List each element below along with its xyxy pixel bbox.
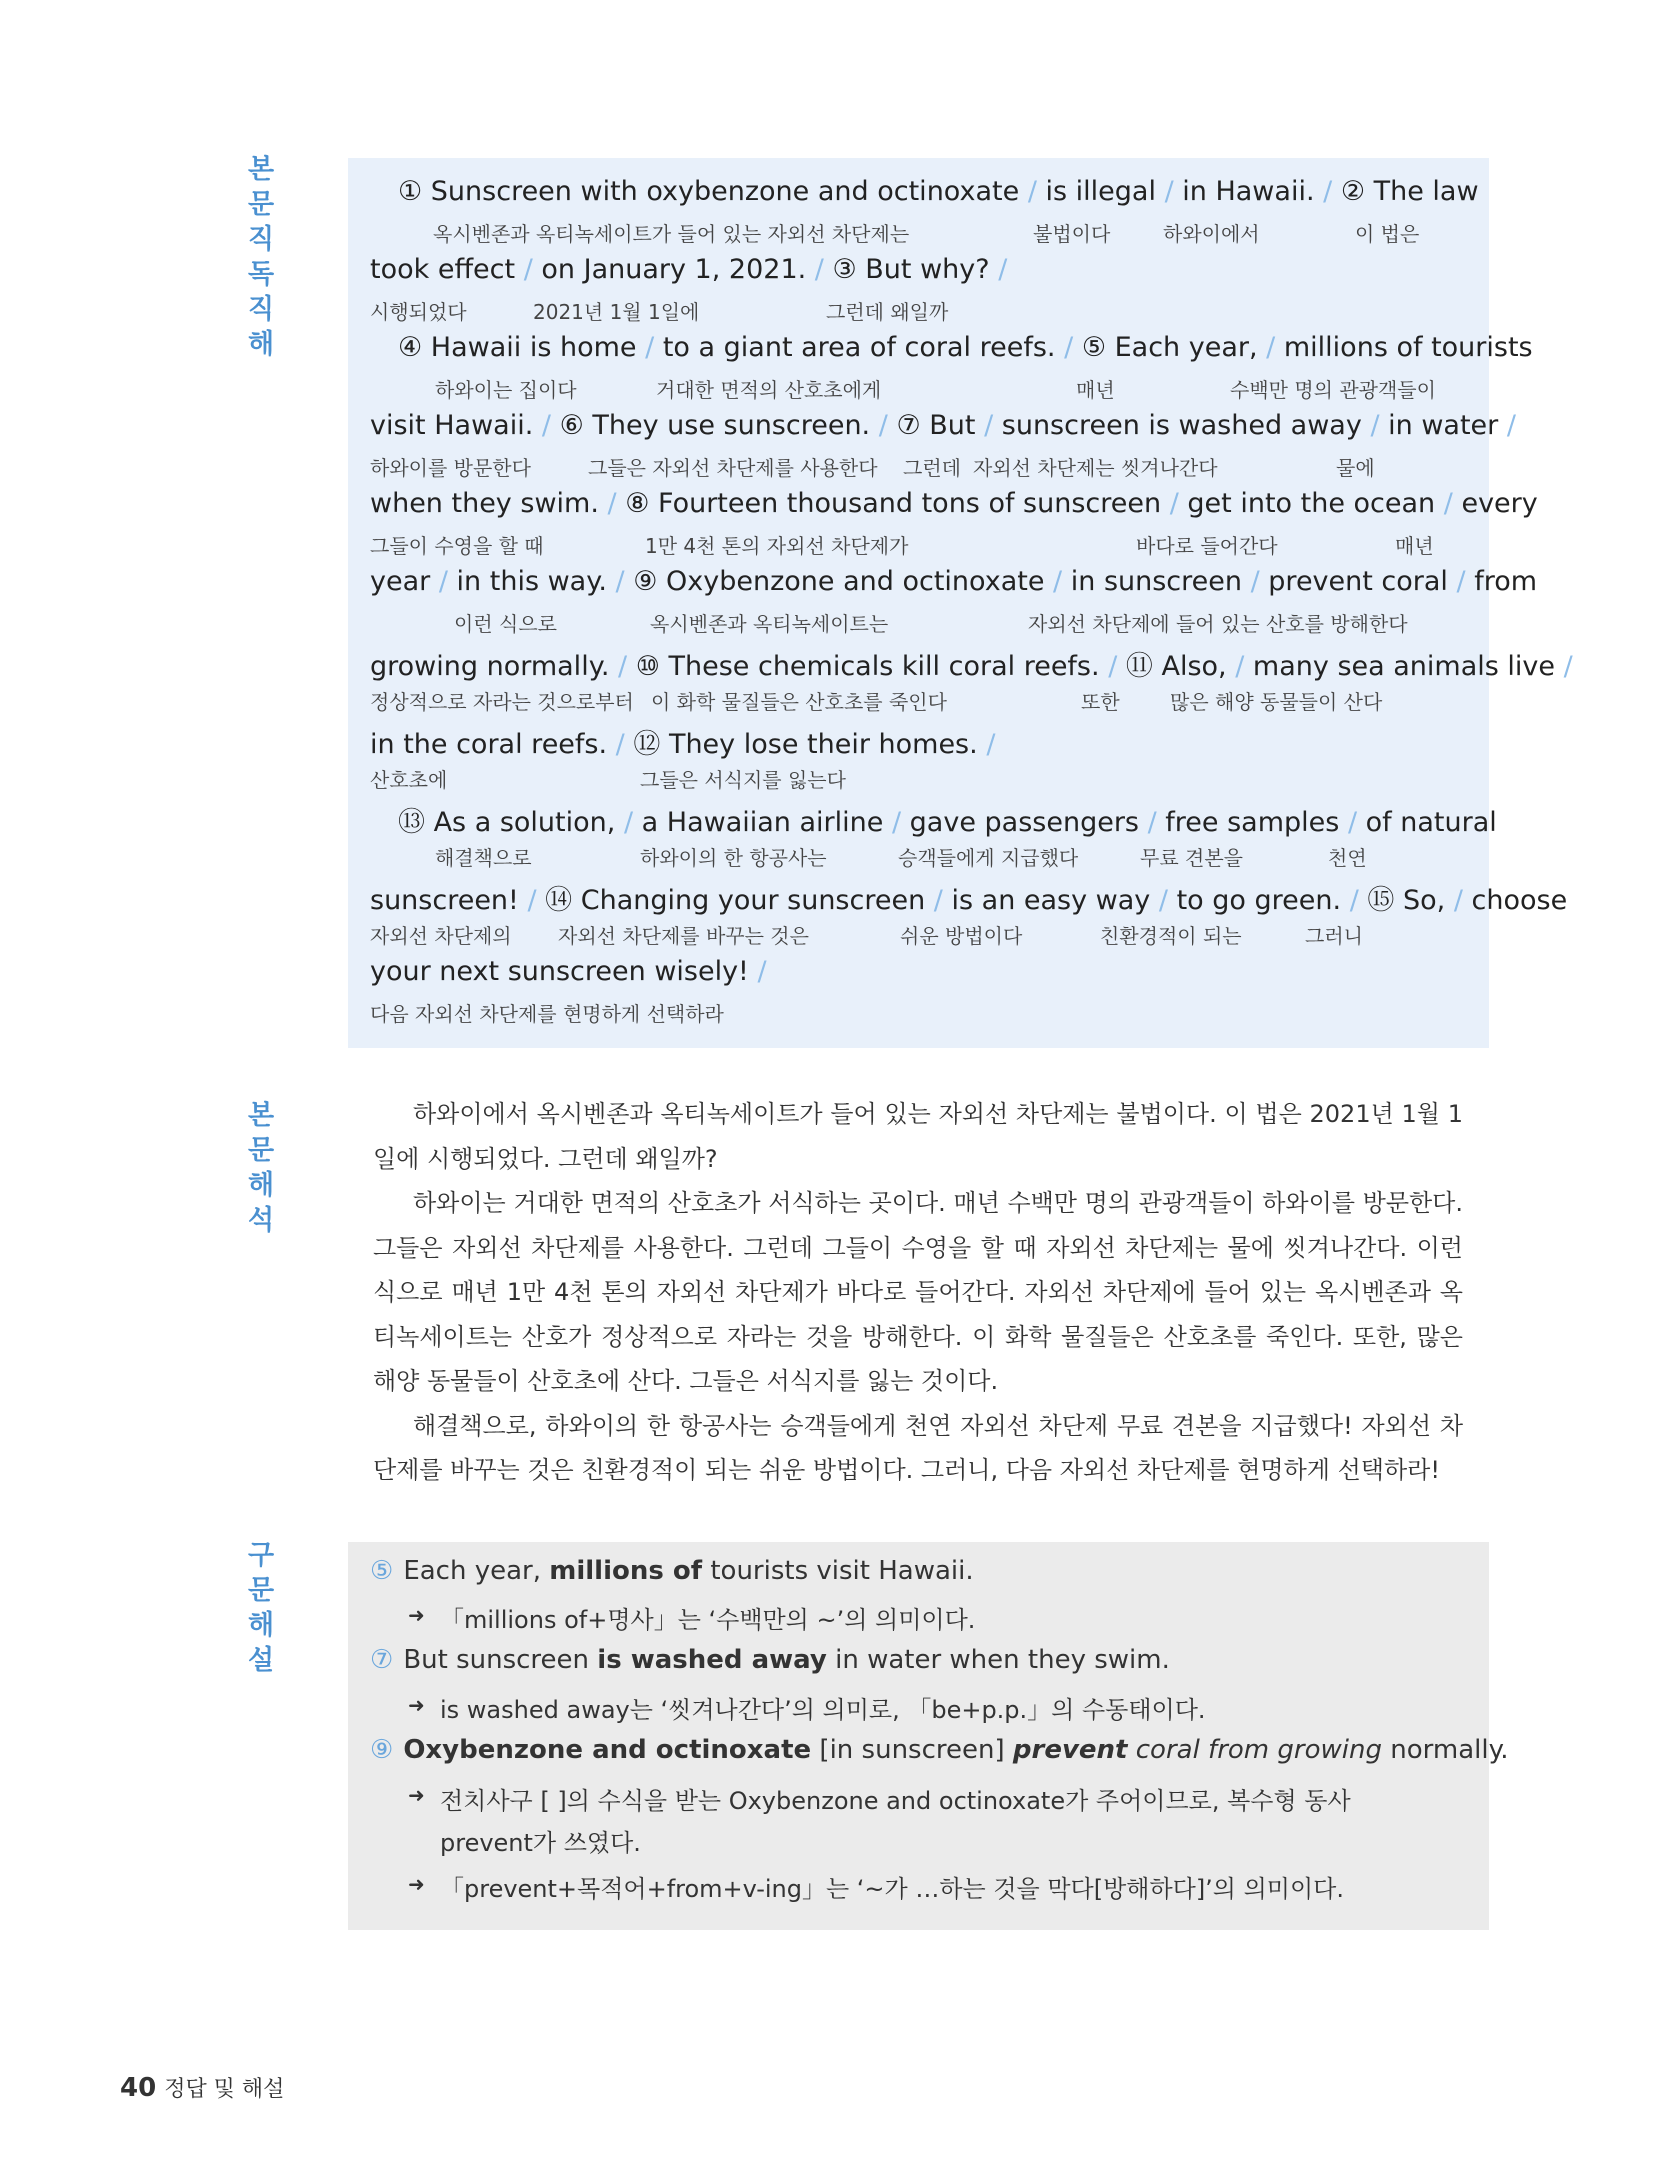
grammar-note: is washed away는 ‘씻겨나간다’의 의미로, 「be+p.p.」의 수동태이다. — [440, 1696, 1206, 1724]
section-label-grammar — [248, 1538, 300, 1678]
chunk-korean: 하와이의 한 항공사는 — [640, 846, 827, 870]
chunk-korean: 옥시벤존과 옥티녹세이트는 — [650, 612, 889, 636]
chunk-english: ⑬ As a solution, / a Hawaiian airline / gave passengers / free samples / of natural — [398, 807, 1497, 838]
chunk-english: your next sunscreen wisely! / — [370, 956, 767, 987]
chunk-korean: 자외선 차단제는 씻겨나간다 — [973, 456, 1218, 480]
grammar-sentence: ⑦ But sunscreen is washed away in water when they swim. — [370, 1645, 1170, 1675]
arrow-icon: ➜ — [408, 1872, 425, 1896]
chunk-korean: 산호를 방해한다 — [1266, 612, 1408, 636]
chunk-korean: 이런 식으로 — [454, 612, 557, 636]
chunk-korean: 다음 자외선 차단제를 현명하게 선택하라 — [370, 1002, 724, 1026]
chunk-korean: 매년 — [1395, 534, 1434, 558]
chunk-korean: 수백만 명의 관광객들이 — [1230, 378, 1436, 402]
chunk-korean: 이 화학 물질들은 산호초를 죽인다 — [651, 690, 947, 714]
arrow-icon: ➜ — [408, 1693, 425, 1717]
page-number: 40 — [120, 2073, 157, 2103]
chunk-korean: 자외선 차단제의 — [370, 924, 512, 948]
chunk-korean: 1만 4천 톤의 자외선 차단제가 — [645, 534, 909, 558]
chunk-korean: 정상적으로 자라는 것으로부터 — [370, 690, 634, 714]
chunk-korean: 시행되었다 — [370, 300, 467, 324]
grammar-note: 「millions of+명사」는 ‘수백만의 ~’의 의미이다. — [440, 1606, 976, 1634]
label-line: 해설 — [248, 1610, 275, 1676]
label-line: 직독 — [248, 224, 275, 290]
label-line: 해석 — [248, 1170, 275, 1236]
grammar-note: 전치사구 [ ]의 수식을 받는 Oxybenzone and octinoxate가 주어이므로, 복수형 동사 prevent가 쓰였다. — [440, 1787, 1351, 1857]
footer-label: 정답 및 해설 — [164, 2077, 285, 2102]
chunk-korean: 친환경적이 되는 — [1100, 924, 1242, 948]
chunk-korean: 이 법은 — [1355, 222, 1420, 246]
chunk-korean: 불법이다 — [1033, 222, 1111, 246]
chunk-korean: 그런데 — [903, 456, 961, 480]
chunk-korean: 산호초에 — [370, 768, 448, 792]
grammar-sentence: ⑤ Each year, millions of tourists visit Hawaii. — [370, 1556, 974, 1586]
section-label-reading — [248, 152, 300, 362]
chunk-english: sunscreen! / ⑭ Changing your sunscreen / is an easy way / to go green. / ⑮ So, / choose — [370, 885, 1568, 916]
translation-text — [373, 1092, 1463, 1493]
chunk-english: year / in this way. / ⑨ Oxybenzone and octinoxate / in sunscreen / prevent coral / from — [370, 566, 1538, 597]
chunk-korean: 자외선 차단제에 들어 있는 — [1028, 612, 1260, 636]
chunk-korean: 무료 견본을 — [1140, 846, 1243, 870]
chunk-english: ① Sunscreen with oxybenzone and octinoxate / is illegal / in Hawaii. / ② The law — [398, 176, 1479, 207]
chunk-korean: 바다로 들어간다 — [1136, 534, 1278, 558]
chunk-korean: 그들이 수영을 할 때 — [370, 534, 544, 558]
section-label-translation — [248, 1098, 300, 1238]
chunk-english: visit Hawaii. / ⑥ They use sunscreen. / ⑦ But / sunscreen is washed away / in water / — [370, 410, 1516, 441]
grammar-sentence: ⑨ Oxybenzone and octinoxate [in sunscreen] prevent coral from growing normally. — [370, 1735, 1509, 1765]
chunk-korean: 그런데 왜일까 — [826, 300, 949, 324]
chunk-korean: 그들은 서식지를 잃는다 — [640, 768, 846, 792]
chunk-english: ④ Hawaii is home / to a giant area of coral reefs. / ⑤ Each year, / millions of tourists — [398, 332, 1533, 363]
chunk-korean: 많은 해양 동물들이 산다 — [1170, 690, 1383, 714]
label-line: 구문 — [248, 1540, 275, 1606]
arrow-icon: ➜ — [408, 1783, 425, 1807]
chunk-korean: 쉬운 방법이다 — [900, 924, 1023, 948]
chunk-english: took effect / on January 1, 2021. / ③ But why? / — [370, 254, 1008, 285]
label-line: 직해 — [248, 294, 275, 360]
chunk-korean: 하와이를 방문한다 — [370, 456, 531, 480]
arrow-icon: ➜ — [408, 1603, 425, 1627]
chunk-korean: 그러니 — [1305, 924, 1363, 948]
chunk-english: in the coral reefs. / ⑫ They lose their homes. / — [370, 729, 996, 760]
chunk-korean: 하와이는 집이다 — [435, 378, 577, 402]
chunk-korean: 그들은 자외선 차단제를 사용한다 — [588, 456, 878, 480]
chunk-english: when they swim. / ⑧ Fourteen thousand tons of sunscreen / get into the ocean / every — [370, 488, 1538, 519]
chunk-korean: 거대한 면적의 산호초에게 — [656, 378, 882, 402]
chunk-korean: 물에 — [1336, 456, 1375, 480]
chunk-korean: 해결책으로 — [435, 846, 532, 870]
chunk-korean: 승객들에게 지급했다 — [898, 846, 1079, 870]
translation-paragraph: 하와이는 거대한 면적의 산호초가 서식하는 곳이다. 매년 수백만 명의 관광객들이 하와이를 방문한다. 그들은 자외선 차단제를 사용한다. 그런데 그들이 수영을 할 때 자외선 차단제는 물에 씻겨나간다. 이런 식으로 매년 1만 4천 톤의 자외선 차단제가 바다로 들어간다. 자외선 차단제에 들어 있는 옥시벤존과 옥티녹세이트는 산호가 정상적으로 자라는 것을 방해한다. 이 화학 물질들은 산호초를 죽인다. 또한, 많은 해양 동물들이 산호초에 산다. 그들은 서식지를 잃는 것이다. — [373, 1189, 1463, 1395]
chunk-korean: 하와이에서 — [1163, 222, 1260, 246]
chunk-korean: 또한 — [1081, 690, 1120, 714]
chunk-korean: 자외선 차단제를 바꾸는 것은 — [558, 924, 809, 948]
page-footer — [120, 2072, 284, 2103]
label-line: 본문 — [248, 154, 275, 220]
chunk-korean: 옥시벤존과 옥티녹세이트가 들어 있는 자외선 차단제는 — [433, 222, 910, 246]
chunk-english: growing normally. / ⑩ These chemicals kill coral reefs. / ⑪ Also, / many sea animals live / — [370, 651, 1573, 682]
translation-paragraph: 해결책으로, 하와이의 한 항공사는 승객들에게 천연 자외선 차단제 무료 견본을 지급했다! 자외선 차단제를 바꾸는 것은 친환경적이 되는 쉬운 방법이다. 그러니, 다음 자외선 차단제를 현명하게 선택하라! — [373, 1411, 1463, 1484]
chunk-korean: 2021년 1월 1일에 — [533, 300, 700, 324]
grammar-note: 「prevent+목적어+from+v-ing」는 ‘~가 …하는 것을 막다[방해하다]’의 의미이다. — [440, 1875, 1344, 1903]
chunk-korean: 매년 — [1076, 378, 1115, 402]
chunk-korean: 천연 — [1328, 846, 1367, 870]
label-line: 본문 — [248, 1100, 275, 1166]
translation-paragraph: 하와이에서 옥시벤존과 옥티녹세이트가 들어 있는 자외선 차단제는 불법이다. 이 법은 2021년 1월 1일에 시행되었다. 그런데 왜일까? — [373, 1100, 1463, 1173]
